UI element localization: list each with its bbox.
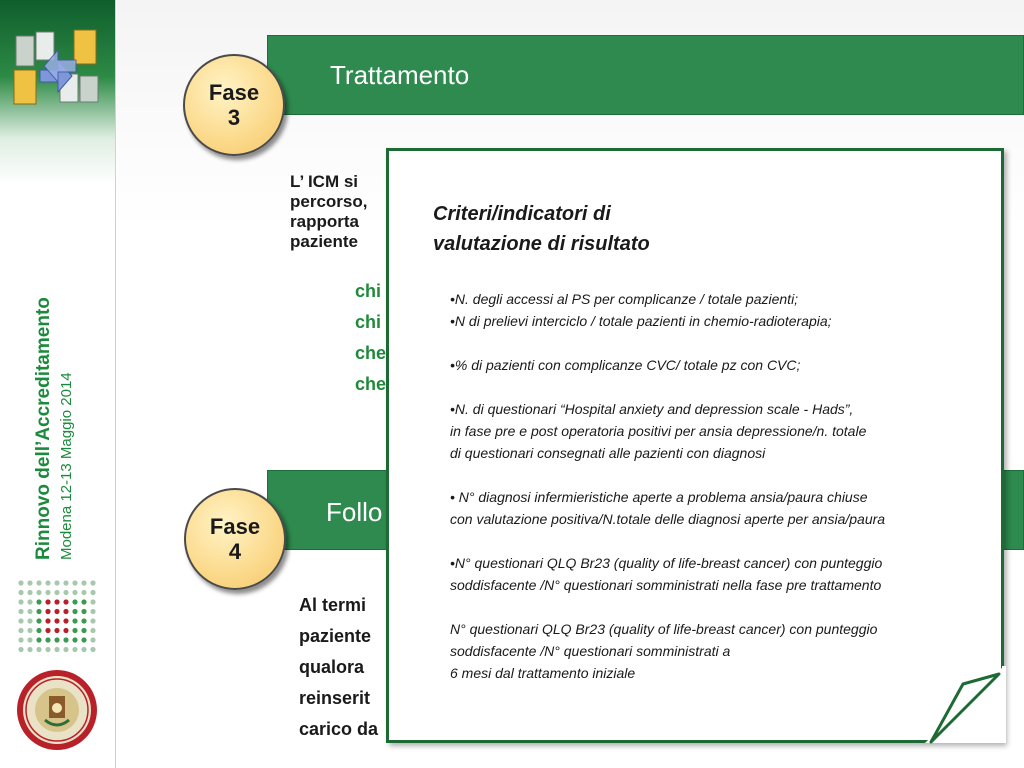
dot: [54, 647, 59, 652]
dot: [63, 609, 68, 614]
body-line: L’ ICM si: [290, 172, 359, 191]
dot: [81, 590, 86, 595]
card-line: con valutazione positiva/N.totale delle diagnosi aperte per ansia/paura: [450, 511, 886, 527]
dot: [18, 647, 23, 652]
dot: [90, 637, 95, 642]
dot: [81, 599, 86, 604]
dot: [45, 637, 50, 642]
card-title-line: valutazione di risultato: [433, 233, 650, 255]
dot: [54, 637, 59, 642]
card-line: •N di prelievi interciclo / totale pazienti in chemio-radioterapia;: [450, 313, 832, 329]
dot: [54, 628, 59, 633]
dot: [63, 618, 68, 623]
phase3-title: Trattamento: [330, 60, 470, 90]
dot: [81, 609, 86, 614]
dot: [18, 599, 23, 604]
dot: [18, 580, 23, 585]
criteria-callout-card: [386, 148, 1004, 743]
dot: [81, 637, 86, 642]
dot: [81, 618, 86, 623]
dot: [45, 599, 50, 604]
dot: [36, 618, 41, 623]
dot: [18, 609, 23, 614]
dot: [36, 590, 41, 595]
dot: [45, 618, 50, 623]
card-line: 6 mesi dal trattamento iniziale: [450, 665, 636, 681]
dot: [72, 628, 77, 633]
dot: [45, 590, 50, 595]
dot: [54, 599, 59, 604]
dot: [63, 628, 68, 633]
card-line: •% di pazienti con complicanze CVC/ totale pz con CVC;: [450, 357, 801, 373]
card-line: •N. di questionari “Hospital anxiety and depression scale - Hads”,: [450, 401, 854, 417]
dot: [27, 580, 32, 585]
dot: [90, 618, 95, 623]
card-line-spacer: [450, 464, 990, 486]
dot: [72, 599, 77, 604]
body-line: paziente: [290, 232, 359, 251]
body-line: qualora: [299, 657, 365, 677]
dot: [36, 580, 41, 585]
card-line-spacer: [450, 332, 990, 354]
card-line-spacer: [450, 530, 990, 552]
dot: [18, 637, 23, 642]
body-line: Al termi: [299, 595, 367, 615]
dot: [63, 599, 68, 604]
card-line: soddisfacente /N° questionari somministrati a: [450, 643, 731, 659]
dot: [72, 580, 77, 585]
dot: [90, 590, 95, 595]
sidebar: [0, 0, 116, 768]
dot: [81, 628, 86, 633]
dot: [45, 609, 50, 614]
list-item: che: [355, 374, 387, 394]
dot: [36, 647, 41, 652]
dot: [18, 590, 23, 595]
dot: [81, 580, 86, 585]
phase4-badge-number: 4: [228, 539, 242, 564]
card-line-spacer: [450, 376, 990, 398]
dot: [27, 647, 32, 652]
dot-pattern-icon: [16, 578, 98, 658]
card-line: in fase pre e post operatoria positivi per ansia depressione/n. totale: [450, 423, 867, 439]
dot: [72, 647, 77, 652]
dot: [27, 590, 32, 595]
dot: [90, 647, 95, 652]
dot: [54, 609, 59, 614]
phase4-body-text: [299, 590, 399, 745]
body-line: rapporta: [290, 212, 359, 231]
dot: [45, 628, 50, 633]
dot: [36, 599, 41, 604]
dot: [63, 580, 68, 585]
phase3-header-bar: [267, 35, 1024, 115]
list-item: chi: [355, 281, 382, 301]
dot: [54, 590, 59, 595]
dot: [72, 618, 77, 623]
body-line: paziente: [299, 626, 372, 646]
dot: [27, 628, 32, 633]
phase3-badge-number: 3: [227, 105, 241, 130]
dot: [18, 618, 23, 623]
dot: [36, 637, 41, 642]
phase4-title: Follo: [326, 497, 383, 527]
phase4-badge-label: Fase: [209, 514, 261, 539]
list-item: chi: [355, 312, 382, 332]
dot: [90, 609, 95, 614]
dot: [36, 628, 41, 633]
body-line: percorso,: [290, 192, 368, 211]
sidebar-title: Rinnovo dell’Accreditamento: [33, 297, 54, 560]
page-curl-icon: [925, 664, 1007, 744]
dot: [54, 618, 59, 623]
dot: [63, 637, 68, 642]
dot: [27, 618, 32, 623]
card-line: •N° questionari QLQ Br23 (quality of life-breast cancer) con punteggio: [450, 555, 883, 571]
phase4-badge: [184, 488, 286, 590]
dot: [27, 609, 32, 614]
body-line: carico da: [299, 719, 379, 739]
sidebar-caption: [32, 230, 77, 560]
dot: [90, 599, 95, 604]
accreditation-logo-icon: [10, 26, 106, 112]
dot: [72, 609, 77, 614]
phase3-badge: [183, 54, 285, 156]
dot: [72, 637, 77, 642]
dot: [27, 637, 32, 642]
card-line-spacer: [450, 596, 990, 618]
dot: [54, 580, 59, 585]
card-line: di questionari consegnati alle pazienti con diagnosi: [450, 445, 766, 461]
card-line: N° questionari QLQ Br23 (quality of life-breast cancer) con punteggio: [450, 621, 878, 637]
dot: [63, 590, 68, 595]
dot: [36, 609, 41, 614]
dot: [45, 647, 50, 652]
dot: [18, 628, 23, 633]
dot: [81, 647, 86, 652]
dot: [72, 590, 77, 595]
dot: [45, 580, 50, 585]
body-line: reinserit: [299, 688, 371, 708]
list-item: che: [355, 343, 387, 363]
card-body: [450, 288, 990, 684]
dot: [27, 599, 32, 604]
dot: [90, 580, 95, 585]
card-title: [433, 199, 733, 259]
card-title-line: Criteri/indicatori di: [433, 203, 611, 225]
dot: [63, 647, 68, 652]
card-line: soddisfacente /N° questionari somministrati nella fase pre trattamento: [450, 577, 882, 593]
dot: [90, 628, 95, 633]
card-line: •N. degli accessi al PS per complicanze / totale pazienti;: [450, 291, 799, 307]
seal-logo-icon: [15, 668, 99, 752]
card-line: • N° diagnosi infermieristiche aperte a problema ansia/paura chiuse: [450, 489, 868, 505]
sidebar-subtitle: Modena 12-13 Maggio 2014: [58, 372, 75, 560]
phase3-badge-label: Fase: [208, 80, 260, 105]
